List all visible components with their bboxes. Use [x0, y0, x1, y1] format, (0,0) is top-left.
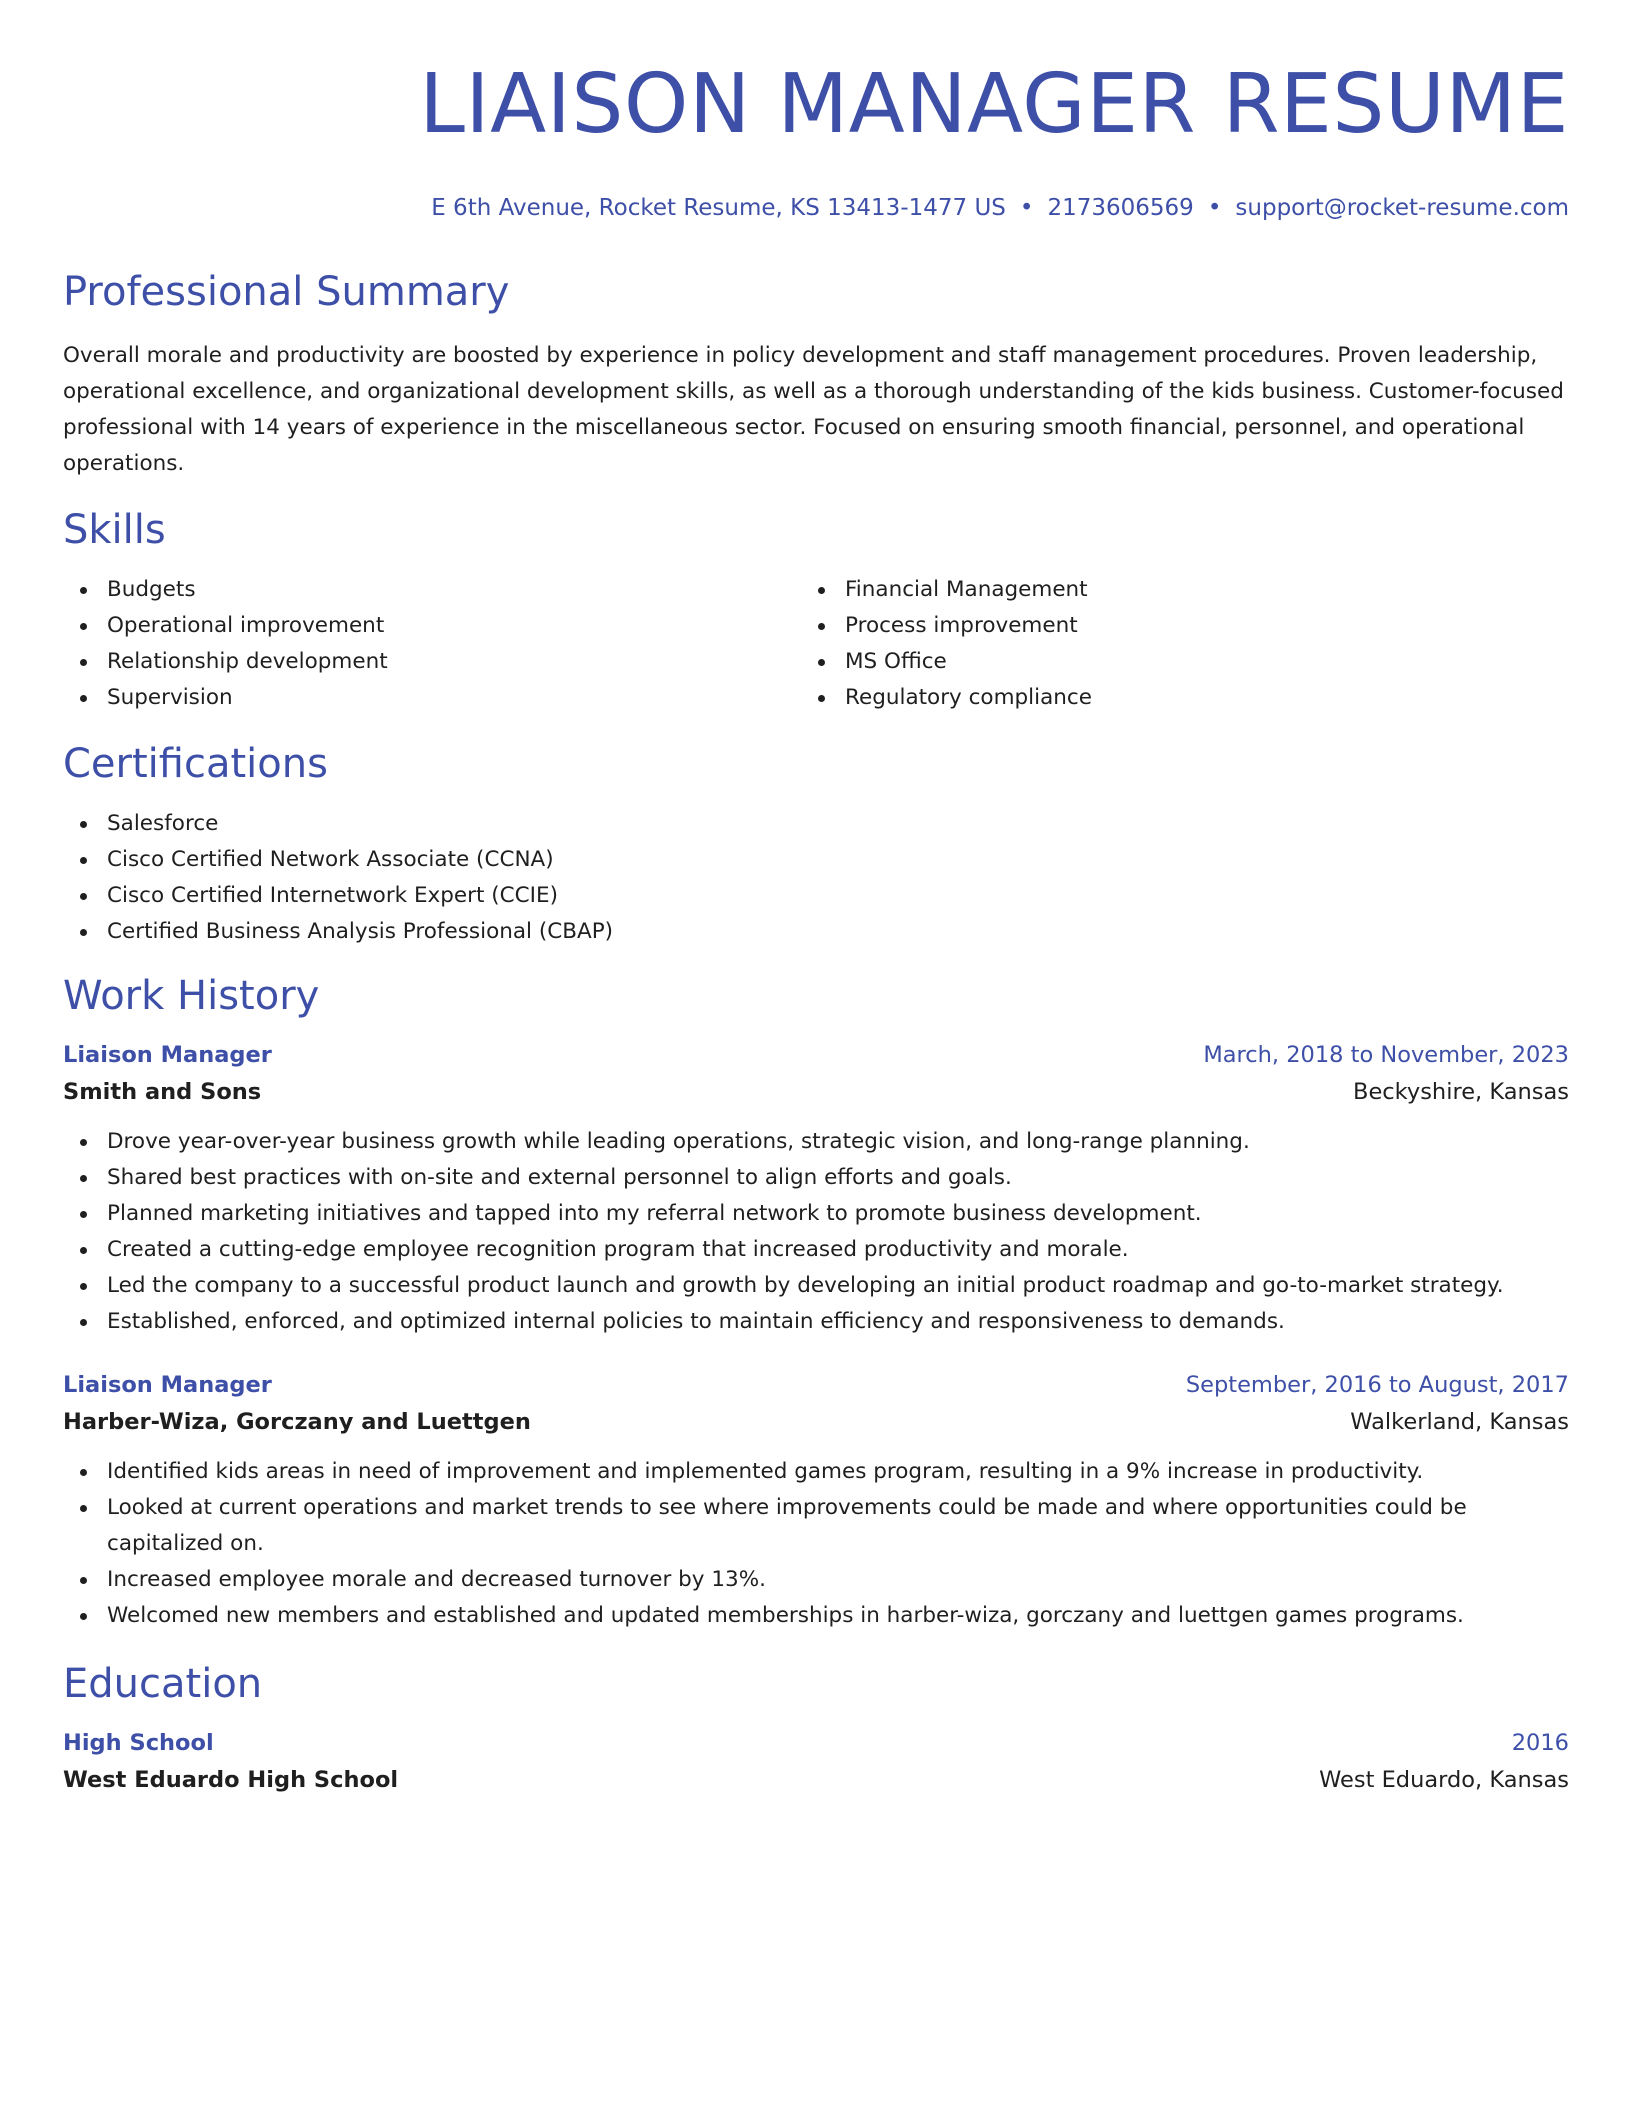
job-bullet: Established, enforced, and optimized internal policies to maintain efficiency and responsiveness to demands. [63, 1304, 1569, 1340]
education-year: 2016 [1511, 1730, 1569, 1756]
job-subheader [63, 1072, 1569, 1112]
skill-item: Process improvement [801, 608, 1539, 644]
skill-item: Financial Management [801, 572, 1539, 608]
resume-title: LIAISON MANAGER RESUME [419, 57, 1569, 152]
certification-item: Cisco Certified Network Associate (CCNA) [63, 842, 1569, 878]
skills-heading: Skills [63, 507, 166, 553]
job-subheader [63, 1402, 1569, 1442]
job-bullet: Increased employee morale and decreased turnover by 13%. [63, 1562, 1569, 1598]
job-entry [63, 1038, 1569, 1340]
job-bullet: Led the company to a successful product launch and growth by developing an initial product roadmap and go-to-market strategy. [63, 1268, 1569, 1304]
job-dates: September, 2016 to August, 2017 [1185, 1372, 1569, 1398]
certifications-list [63, 806, 1569, 950]
job-location: Beckyshire, Kansas [1353, 1079, 1569, 1105]
contact-separator: • [1019, 195, 1034, 221]
job-entry [63, 1368, 1569, 1634]
job-bullets [63, 1124, 1569, 1340]
skill-item: Operational improvement [63, 608, 801, 644]
certification-item: Cisco Certified Internetwork Expert (CCIE) [63, 878, 1569, 914]
skills-columns [63, 572, 1569, 716]
education-heading: Education [63, 1661, 263, 1707]
contact-email: support@rocket-resume.com [1235, 195, 1569, 221]
job-company: Smith and Sons [63, 1079, 262, 1105]
job-bullet: Identified kids areas in need of improvement and implemented games program, resulting in a 9% increase in productivity. [63, 1454, 1569, 1490]
job-header [63, 1368, 1569, 1402]
education-location: West Eduardo, Kansas [1319, 1767, 1569, 1793]
job-bullet: Looked at current operations and market trends to see where improvements could be made and where opportunities could be capitalized on. [63, 1490, 1569, 1562]
certification-item: Certified Business Analysis Professional (CBAP) [63, 914, 1569, 950]
job-bullet: Created a cutting-edge employee recognition program that increased productivity and morale. [63, 1232, 1569, 1268]
contact-separator: • [1207, 195, 1222, 221]
job-location: Walkerland, Kansas [1350, 1409, 1569, 1435]
skills-list-right [801, 572, 1539, 716]
certifications-heading: Certifications [63, 741, 328, 787]
skill-item: MS Office [801, 644, 1539, 680]
skill-item: Relationship development [63, 644, 801, 680]
summary-heading: Professional Summary [63, 269, 510, 315]
job-role: Liaison Manager [63, 1372, 272, 1398]
work-history-heading: Work History [63, 973, 320, 1019]
education-degree: High School [63, 1730, 214, 1756]
job-role: Liaison Manager [63, 1042, 272, 1068]
certification-item: Salesforce [63, 806, 1569, 842]
education-school: West Eduardo High School [63, 1767, 399, 1793]
job-header [63, 1038, 1569, 1072]
skill-item: Regulatory compliance [801, 680, 1539, 716]
job-company: Harber-Wiza, Gorczany and Luettgen [63, 1409, 531, 1435]
job-bullets [63, 1454, 1569, 1634]
job-dates: March, 2018 to November, 2023 [1203, 1042, 1569, 1068]
skill-item: Supervision [63, 680, 801, 716]
contact-line [63, 192, 1569, 224]
job-bullet: Planned marketing initiatives and tapped into my referral network to promote business development. [63, 1196, 1569, 1232]
summary-text: Overall morale and productivity are boosted by experience in policy development and staff management procedures. Proven leadership, operational excellence, and organizational development skills, as well as a thorough understanding of the kids business. Customer-focused professional with 14 years of experience in the miscellaneous sector. Focused on ensuring smooth financial, personnel, and operational operations. [63, 343, 1564, 476]
contact-phone: 2173606569 [1047, 195, 1194, 221]
job-bullet: Welcomed new members and established and updated memberships in harber-wiza, gorczany and luettgen games programs. [63, 1598, 1569, 1634]
skill-item: Budgets [63, 572, 801, 608]
skills-list-left [63, 572, 801, 716]
job-bullet: Shared best practices with on-site and external personnel to align efforts and goals. [63, 1160, 1569, 1196]
education-header [63, 1726, 1569, 1760]
job-bullet: Drove year-over-year business growth while leading operations, strategic vision, and long-range planning. [63, 1124, 1569, 1160]
education-entry [63, 1726, 1569, 1800]
education-subheader [63, 1760, 1569, 1800]
contact-address: E 6th Avenue, Rocket Resume, KS 13413-1477 US [431, 195, 1006, 221]
